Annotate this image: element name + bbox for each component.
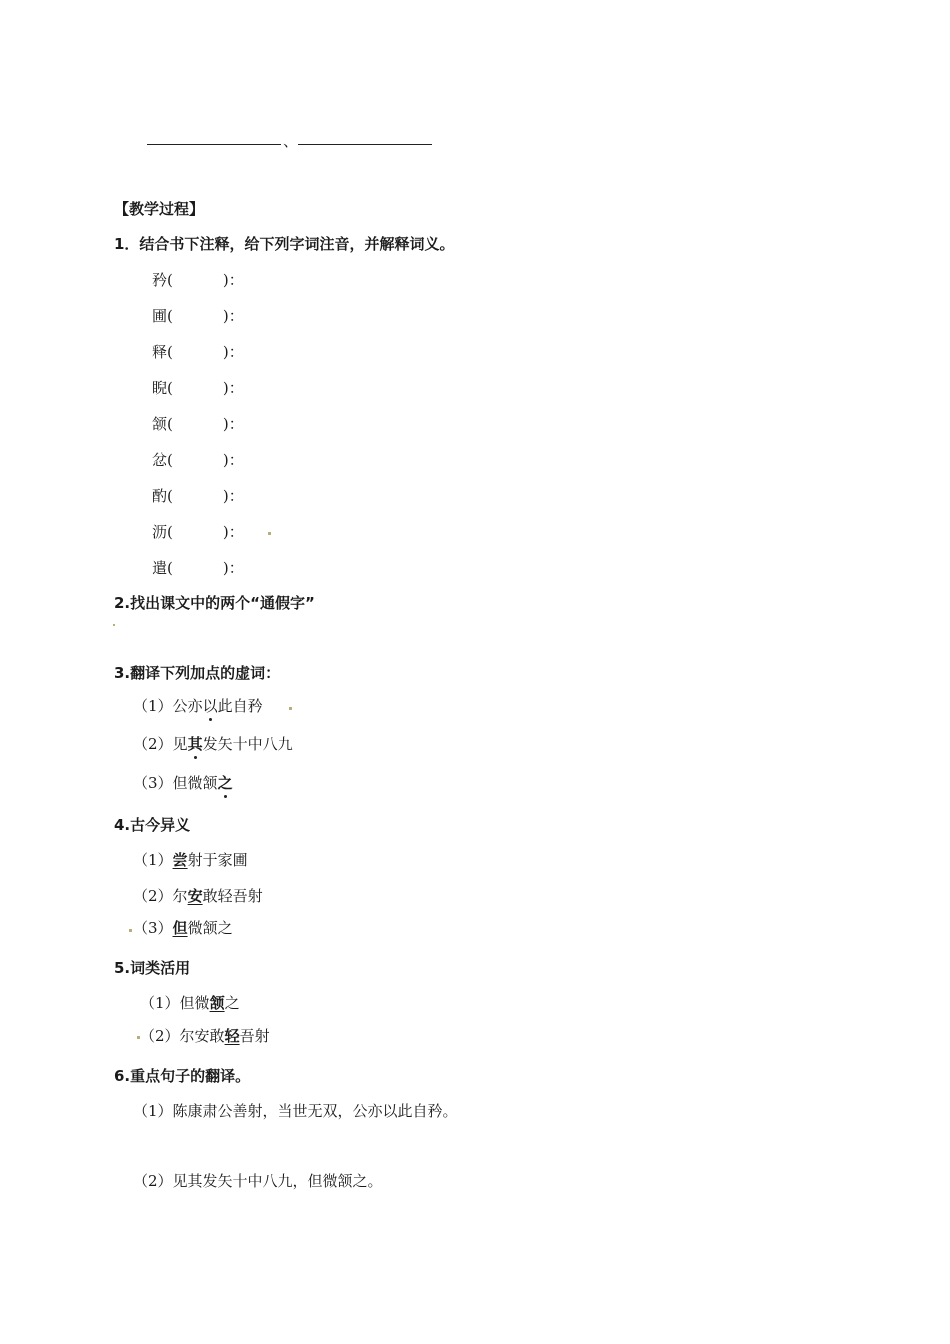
item-text: 此自矜 bbox=[217, 697, 263, 715]
q1-item bbox=[152, 413, 244, 434]
q1-char: 睨 bbox=[152, 379, 168, 397]
q2-title: 2.找出课文中的两个“通假字” bbox=[114, 594, 315, 612]
item-num: （3） bbox=[133, 774, 173, 792]
q5-title: 5.词类活用 bbox=[114, 959, 191, 977]
open-paren: ( bbox=[167, 271, 173, 289]
separator-mark: 、 bbox=[283, 132, 299, 150]
underlined-word: 安 bbox=[187, 887, 203, 905]
dotted-word: 之 bbox=[217, 774, 233, 792]
item-num: （1） bbox=[140, 994, 180, 1012]
item-text: 微颔之 bbox=[187, 919, 233, 937]
open-paren: ( bbox=[167, 451, 173, 469]
scan-speck bbox=[137, 1036, 140, 1039]
q1-title: 1．结合书下注释，给下列字词注音，并解释词义。 bbox=[114, 235, 455, 253]
scan-speck bbox=[113, 624, 115, 626]
item-num: （2） bbox=[133, 887, 173, 905]
q1-item bbox=[152, 557, 244, 578]
q3-item-1 bbox=[133, 695, 263, 716]
item-text: 但微 bbox=[179, 994, 210, 1012]
q1-item bbox=[152, 269, 244, 290]
item-num: （1） bbox=[133, 697, 173, 715]
close-paren: )： bbox=[222, 451, 244, 469]
q1-item bbox=[152, 485, 244, 506]
section-title: 【教学过程】 bbox=[114, 200, 205, 218]
q1-item bbox=[152, 341, 244, 362]
q4-title: 4.古今异义 bbox=[114, 816, 191, 834]
q1-char: 忿 bbox=[152, 451, 168, 469]
underlined-word: 但 bbox=[172, 919, 188, 937]
close-paren: )： bbox=[222, 379, 244, 397]
scan-speck bbox=[129, 929, 132, 932]
close-paren: )： bbox=[222, 415, 244, 433]
q5-item-2 bbox=[140, 1025, 270, 1046]
answer-blank-line-2 bbox=[298, 144, 432, 145]
open-paren: ( bbox=[167, 487, 173, 505]
open-paren: ( bbox=[167, 379, 173, 397]
q1-item bbox=[152, 449, 244, 470]
q1-char: 颔 bbox=[152, 415, 168, 433]
item-text: 射于家圃 bbox=[187, 851, 248, 869]
underlined-word: 轻 bbox=[224, 1027, 240, 1045]
q4-item-2 bbox=[133, 885, 263, 906]
item-text: 之 bbox=[224, 994, 240, 1012]
item-text: 公亦 bbox=[172, 697, 203, 715]
q5-item-1 bbox=[140, 992, 240, 1013]
q1-char: 释 bbox=[152, 343, 168, 361]
q6-title: 6.重点句子的翻译。 bbox=[114, 1067, 251, 1085]
q3-item-3 bbox=[133, 772, 233, 793]
q1-item bbox=[152, 305, 244, 326]
q1-char: 圃 bbox=[152, 307, 168, 325]
open-paren: ( bbox=[167, 559, 173, 577]
close-paren: )： bbox=[222, 271, 244, 289]
close-paren: )： bbox=[222, 343, 244, 361]
q6-item-1: （1）陈康肃公善射，当世无双，公亦以此自矜。 bbox=[133, 1102, 458, 1120]
underlined-word: 颔 bbox=[209, 994, 225, 1012]
answer-blank-line-1 bbox=[147, 144, 281, 145]
item-num: （3） bbox=[133, 919, 173, 937]
item-text: 但微颔 bbox=[172, 774, 218, 792]
q1-item bbox=[152, 521, 244, 542]
close-paren: )： bbox=[222, 523, 244, 541]
q1-char: 沥 bbox=[152, 523, 168, 541]
q1-char: 酌 bbox=[152, 487, 168, 505]
scan-speck bbox=[289, 707, 292, 710]
item-text: 尔 bbox=[172, 887, 188, 905]
item-text: 发矢十中八九 bbox=[202, 735, 293, 753]
q3-item-2 bbox=[133, 733, 293, 754]
q1-item bbox=[152, 377, 244, 398]
dotted-word: 其 bbox=[187, 735, 203, 753]
open-paren: ( bbox=[167, 523, 173, 541]
q3-title: 3.翻译下列加点的虚词： bbox=[114, 664, 281, 682]
open-paren: ( bbox=[167, 343, 173, 361]
item-text: 见 bbox=[172, 735, 188, 753]
item-text: 敢轻吾射 bbox=[202, 887, 263, 905]
open-paren: ( bbox=[167, 307, 173, 325]
dotted-word: 以 bbox=[202, 697, 218, 715]
open-paren: ( bbox=[167, 415, 173, 433]
item-num: （1） bbox=[133, 851, 173, 869]
close-paren: )： bbox=[222, 307, 244, 325]
scan-speck bbox=[268, 532, 271, 535]
q4-item-3 bbox=[133, 917, 233, 938]
item-text: 尔安敢 bbox=[179, 1027, 225, 1045]
q4-item-1 bbox=[133, 849, 248, 870]
q1-char: 遣 bbox=[152, 559, 168, 577]
item-text: 吾射 bbox=[239, 1027, 270, 1045]
close-paren: )： bbox=[222, 559, 244, 577]
item-num: （2） bbox=[133, 735, 173, 753]
underlined-word: 尝 bbox=[172, 851, 188, 869]
close-paren: )： bbox=[222, 487, 244, 505]
q6-item-2: （2）见其发矢十中八九，但微颔之。 bbox=[133, 1172, 383, 1190]
item-num: （2） bbox=[140, 1027, 180, 1045]
q1-char: 矜 bbox=[152, 271, 168, 289]
